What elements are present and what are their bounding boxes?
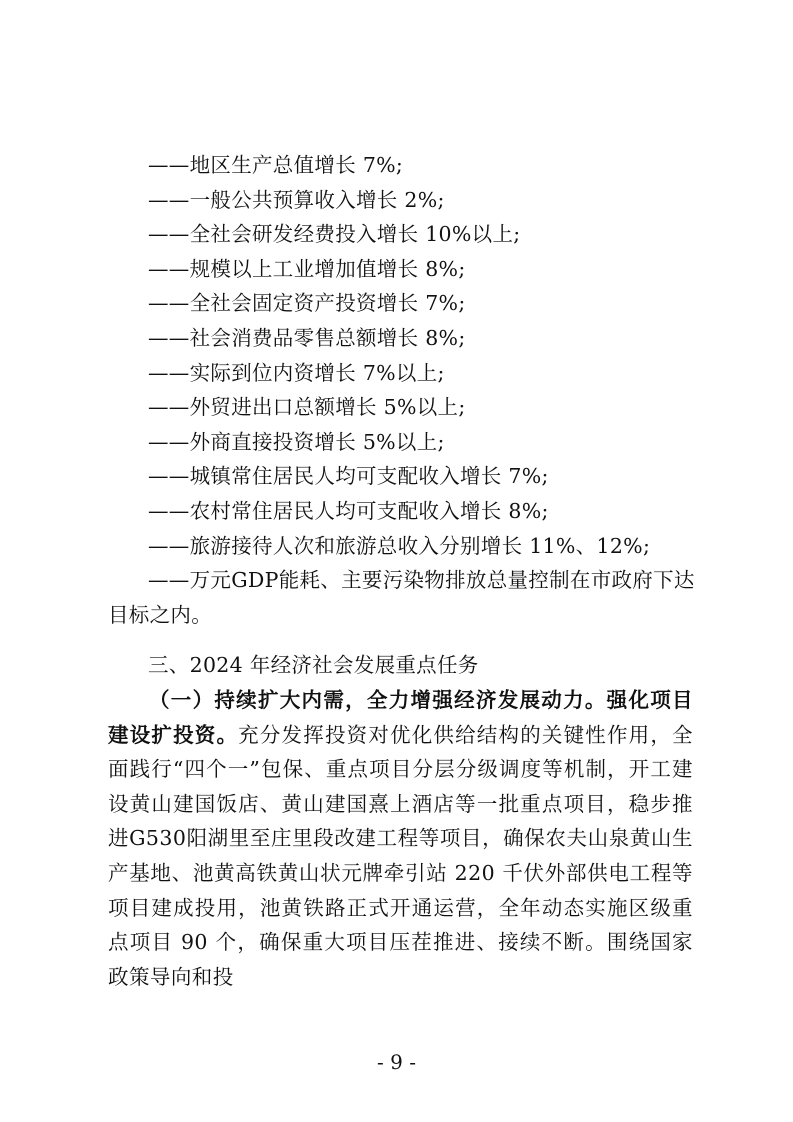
target-item-domestic-capital: ——实际到位内资增长 7%以上;: [148, 360, 445, 385]
target-item-gdp: ——地区生产总值增长 7%;: [148, 153, 404, 177]
target-item-retail-sales: ——社会消费品零售总额增长 8%;: [148, 325, 466, 350]
target-item-rural-income: ——农村常住居民人均可支配收入增长 8%;: [148, 498, 549, 523]
target-item-tourism: ——旅游接待人次和旅游总收入分别增长 11%、12%;: [148, 533, 651, 558]
target-item-energy-line1: ——万元GDP能耗、主要污染物排放总量控制在市政府下达: [148, 568, 695, 593]
paragraph-bold-lead: （一）持续扩大内需，全力增强经济发展动力。强化项目建设扩投资。: [108, 688, 693, 747]
target-item-public-budget: ——一般公共预算收入增长 2%;: [148, 187, 445, 212]
section-heading: 三、2024 年经济社会发展重点任务: [148, 653, 479, 677]
target-item-rd-funding: ——全社会研发经费投入增长 10%以上;: [148, 222, 521, 247]
target-item-foreign-trade: ——外贸进出口总额增长 5%以上;: [148, 395, 466, 420]
target-item-industrial-value: ——规模以上工业增加值增长 8%;: [148, 256, 466, 281]
target-item-urban-income: ——城镇常住居民人均可支配收入增长 7%;: [148, 464, 549, 489]
target-item-fdi: ——外商直接投资增长 5%以上;: [148, 429, 445, 454]
page-number: - 9 -: [377, 1050, 416, 1074]
development-target-list: [108, 148, 708, 632]
target-item-fixed-assets: ——全社会固定资产投资增长 7%;: [148, 291, 466, 316]
body-paragraph: [108, 683, 693, 994]
paragraph-body-text: 充分发挥投资对优化供给结构的关键性作用，全面践行“四个一”包保、重点项目分层分级调度等机制，开工建设黄山建国饭店、黄山建国熹上酒店等一批重点项目，稳步推进G530阳湖里至庄里段改建工程等项目，确保农夫山泉黄山生产基地、池黄高铁黄山状元牌牵引站 220 千伏外部供电工程等项目建成投用，池黄铁路正式开通运营，全年动态实施区级重点项目 90 个，确保重大项目压茬推进、接续不断。围绕国家政策导向和投: [108, 722, 694, 989]
target-item-energy-consumption: [108, 563, 695, 632]
target-item-energy-line2: 目标之内。: [108, 602, 212, 627]
